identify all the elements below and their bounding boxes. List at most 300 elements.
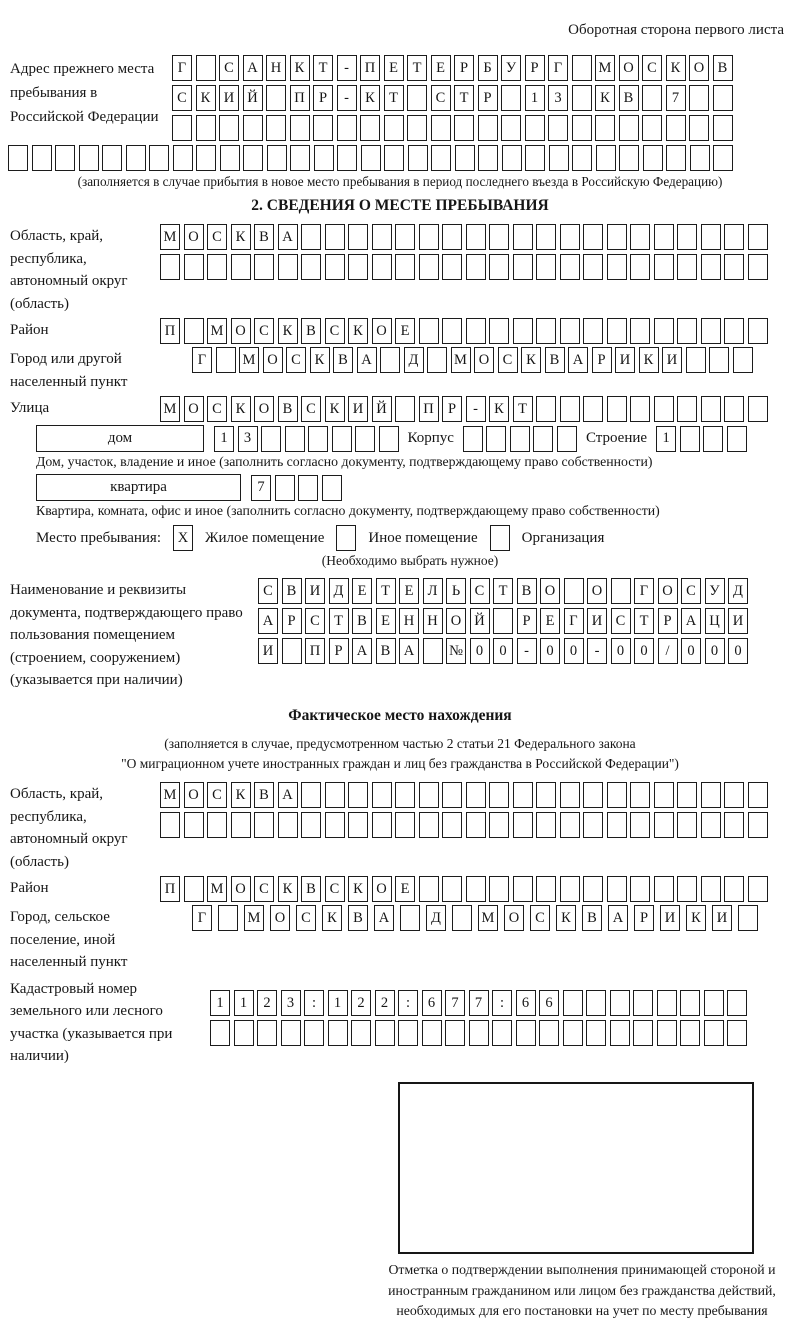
char-cell[interactable] bbox=[525, 115, 545, 141]
char-cell[interactable] bbox=[372, 782, 392, 808]
char-cell[interactable] bbox=[709, 347, 729, 373]
char-cell[interactable] bbox=[442, 876, 462, 902]
char-cell[interactable] bbox=[583, 782, 603, 808]
char-cell[interactable] bbox=[285, 426, 305, 452]
char-cell[interactable] bbox=[677, 812, 697, 838]
char-cell[interactable]: 1 bbox=[234, 990, 254, 1016]
char-cell[interactable]: С bbox=[296, 905, 316, 931]
char-cell[interactable] bbox=[560, 224, 580, 250]
char-cell[interactable] bbox=[278, 812, 298, 838]
char-cell[interactable] bbox=[630, 224, 650, 250]
char-cell[interactable]: Т bbox=[493, 578, 513, 604]
char-cell[interactable] bbox=[489, 254, 509, 280]
char-cell[interactable]: Т bbox=[634, 608, 654, 634]
char-cell[interactable]: А bbox=[357, 347, 377, 373]
char-cell[interactable] bbox=[419, 224, 439, 250]
char-cell[interactable]: 1 bbox=[656, 426, 676, 452]
char-cell[interactable] bbox=[701, 318, 721, 344]
char-cell[interactable] bbox=[724, 224, 744, 250]
char-cell[interactable] bbox=[563, 1020, 583, 1046]
char-cell[interactable] bbox=[513, 812, 533, 838]
char-cell[interactable]: Й bbox=[243, 85, 263, 111]
char-cell[interactable] bbox=[680, 426, 700, 452]
char-cell[interactable]: 2 bbox=[351, 990, 371, 1016]
char-cell[interactable] bbox=[713, 115, 733, 141]
char-cell[interactable]: О bbox=[658, 578, 678, 604]
char-cell[interactable] bbox=[619, 145, 639, 171]
char-cell[interactable]: 0 bbox=[728, 638, 748, 664]
char-cell[interactable]: И bbox=[712, 905, 732, 931]
char-cell[interactable]: М bbox=[160, 782, 180, 808]
char-cell[interactable]: 7 bbox=[666, 85, 686, 111]
char-cell[interactable]: X bbox=[173, 525, 193, 551]
char-cell[interactable] bbox=[196, 55, 216, 81]
char-cell[interactable] bbox=[348, 254, 368, 280]
char-cell[interactable]: Г bbox=[192, 905, 212, 931]
char-cell[interactable]: : bbox=[398, 990, 418, 1016]
char-cell[interactable]: А bbox=[278, 224, 298, 250]
char-cell[interactable] bbox=[607, 254, 627, 280]
char-cell[interactable]: 3 bbox=[238, 426, 258, 452]
char-cell[interactable] bbox=[322, 475, 342, 501]
char-cell[interactable] bbox=[442, 782, 462, 808]
char-cell[interactable]: К bbox=[348, 318, 368, 344]
char-cell[interactable] bbox=[595, 115, 615, 141]
char-cell[interactable] bbox=[536, 224, 556, 250]
char-cell[interactable] bbox=[738, 905, 758, 931]
char-cell[interactable] bbox=[611, 578, 631, 604]
char-cell[interactable] bbox=[254, 254, 274, 280]
char-cell[interactable] bbox=[210, 1020, 230, 1046]
char-cell[interactable] bbox=[290, 145, 310, 171]
char-cell[interactable]: А bbox=[399, 638, 419, 664]
char-cell[interactable]: П bbox=[419, 396, 439, 422]
char-cell[interactable] bbox=[325, 254, 345, 280]
char-cell[interactable] bbox=[689, 115, 709, 141]
char-cell[interactable] bbox=[419, 254, 439, 280]
char-cell[interactable]: Р bbox=[658, 608, 678, 634]
char-cell[interactable] bbox=[469, 1020, 489, 1046]
char-cell[interactable]: Н bbox=[399, 608, 419, 634]
char-cell[interactable] bbox=[360, 115, 380, 141]
char-cell[interactable] bbox=[536, 812, 556, 838]
char-cell[interactable] bbox=[395, 254, 415, 280]
char-cell[interactable] bbox=[384, 145, 404, 171]
char-cell[interactable] bbox=[560, 782, 580, 808]
char-cell[interactable]: 1 bbox=[525, 85, 545, 111]
char-cell[interactable] bbox=[633, 1020, 653, 1046]
char-cell[interactable] bbox=[216, 347, 236, 373]
char-cell[interactable]: И bbox=[728, 608, 748, 634]
char-cell[interactable] bbox=[666, 145, 686, 171]
char-cell[interactable]: Р bbox=[478, 85, 498, 111]
char-cell[interactable]: Р bbox=[329, 638, 349, 664]
char-cell[interactable]: А bbox=[681, 608, 701, 634]
char-cell[interactable] bbox=[610, 1020, 630, 1046]
char-cell[interactable] bbox=[701, 254, 721, 280]
char-cell[interactable]: 0 bbox=[540, 638, 560, 664]
char-cell[interactable]: Н bbox=[266, 55, 286, 81]
char-cell[interactable]: П bbox=[305, 638, 325, 664]
char-cell[interactable]: Г bbox=[634, 578, 654, 604]
char-cell[interactable] bbox=[442, 254, 462, 280]
char-cell[interactable]: 0 bbox=[564, 638, 584, 664]
char-cell[interactable] bbox=[630, 782, 650, 808]
char-cell[interactable]: Е bbox=[540, 608, 560, 634]
char-cell[interactable] bbox=[564, 578, 584, 604]
char-cell[interactable]: В bbox=[619, 85, 639, 111]
char-cell[interactable]: А bbox=[568, 347, 588, 373]
char-cell[interactable]: О bbox=[372, 876, 392, 902]
char-cell[interactable]: Р bbox=[282, 608, 302, 634]
char-cell[interactable]: В bbox=[301, 318, 321, 344]
char-cell[interactable] bbox=[419, 876, 439, 902]
char-cell[interactable] bbox=[654, 254, 674, 280]
char-cell[interactable] bbox=[733, 347, 753, 373]
char-cell[interactable]: 3 bbox=[281, 990, 301, 1016]
char-cell[interactable] bbox=[654, 396, 674, 422]
char-cell[interactable] bbox=[328, 1020, 348, 1046]
char-cell[interactable] bbox=[704, 1020, 724, 1046]
char-cell[interactable] bbox=[379, 426, 399, 452]
char-cell[interactable] bbox=[149, 145, 169, 171]
char-cell[interactable]: 0 bbox=[493, 638, 513, 664]
char-cell[interactable]: К bbox=[231, 782, 251, 808]
char-cell[interactable] bbox=[586, 1020, 606, 1046]
char-cell[interactable] bbox=[380, 347, 400, 373]
char-cell[interactable]: П bbox=[160, 876, 180, 902]
char-cell[interactable] bbox=[337, 145, 357, 171]
char-cell[interactable] bbox=[301, 812, 321, 838]
char-cell[interactable]: 1 bbox=[214, 426, 234, 452]
char-cell[interactable]: М bbox=[478, 905, 498, 931]
char-cell[interactable]: 6 bbox=[516, 990, 536, 1016]
char-cell[interactable] bbox=[536, 876, 556, 902]
char-cell[interactable] bbox=[384, 115, 404, 141]
char-cell[interactable] bbox=[454, 115, 474, 141]
char-cell[interactable] bbox=[513, 254, 533, 280]
char-cell[interactable]: С bbox=[301, 396, 321, 422]
char-cell[interactable] bbox=[525, 145, 545, 171]
char-cell[interactable]: С bbox=[470, 578, 490, 604]
char-cell[interactable] bbox=[184, 318, 204, 344]
char-cell[interactable] bbox=[452, 905, 472, 931]
char-cell[interactable] bbox=[489, 224, 509, 250]
char-cell[interactable]: В bbox=[301, 876, 321, 902]
char-cell[interactable] bbox=[748, 876, 768, 902]
char-cell[interactable]: / bbox=[658, 638, 678, 664]
char-cell[interactable] bbox=[536, 782, 556, 808]
char-cell[interactable] bbox=[619, 115, 639, 141]
char-cell[interactable] bbox=[493, 608, 513, 634]
char-cell[interactable]: 0 bbox=[705, 638, 725, 664]
char-cell[interactable]: - bbox=[517, 638, 537, 664]
char-cell[interactable]: К bbox=[290, 55, 310, 81]
char-cell[interactable] bbox=[478, 115, 498, 141]
char-cell[interactable]: 6 bbox=[422, 990, 442, 1016]
char-cell[interactable] bbox=[583, 396, 603, 422]
char-cell[interactable]: : bbox=[492, 990, 512, 1016]
char-cell[interactable] bbox=[686, 347, 706, 373]
char-cell[interactable]: В bbox=[254, 782, 274, 808]
char-cell[interactable]: В bbox=[333, 347, 353, 373]
char-cell[interactable] bbox=[677, 254, 697, 280]
char-cell[interactable] bbox=[8, 145, 28, 171]
char-cell[interactable] bbox=[348, 224, 368, 250]
char-cell[interactable] bbox=[184, 254, 204, 280]
char-cell[interactable]: Р bbox=[517, 608, 537, 634]
char-cell[interactable]: Г bbox=[192, 347, 212, 373]
char-cell[interactable]: С bbox=[681, 578, 701, 604]
char-cell[interactable] bbox=[748, 318, 768, 344]
char-cell[interactable]: Б bbox=[478, 55, 498, 81]
char-cell[interactable] bbox=[337, 115, 357, 141]
char-cell[interactable]: И bbox=[587, 608, 607, 634]
char-cell[interactable] bbox=[466, 876, 486, 902]
char-cell[interactable] bbox=[536, 396, 556, 422]
char-cell[interactable] bbox=[607, 224, 627, 250]
char-cell[interactable] bbox=[513, 224, 533, 250]
char-cell[interactable]: 1 bbox=[210, 990, 230, 1016]
char-cell[interactable] bbox=[539, 1020, 559, 1046]
char-cell[interactable]: О bbox=[619, 55, 639, 81]
char-cell[interactable] bbox=[336, 525, 356, 551]
char-cell[interactable] bbox=[243, 115, 263, 141]
char-cell[interactable] bbox=[727, 426, 747, 452]
char-cell[interactable] bbox=[666, 115, 686, 141]
char-cell[interactable] bbox=[689, 85, 709, 111]
char-cell[interactable]: О bbox=[474, 347, 494, 373]
char-cell[interactable] bbox=[102, 145, 122, 171]
char-cell[interactable]: 7 bbox=[469, 990, 489, 1016]
char-cell[interactable]: О bbox=[446, 608, 466, 634]
char-cell[interactable] bbox=[724, 318, 744, 344]
char-cell[interactable]: Л bbox=[423, 578, 443, 604]
char-cell[interactable] bbox=[583, 224, 603, 250]
char-cell[interactable]: Д bbox=[426, 905, 446, 931]
char-cell[interactable]: К bbox=[196, 85, 216, 111]
char-cell[interactable] bbox=[536, 318, 556, 344]
char-cell[interactable]: У bbox=[705, 578, 725, 604]
char-cell[interactable]: М bbox=[160, 224, 180, 250]
char-cell[interactable]: 7 bbox=[445, 990, 465, 1016]
char-cell[interactable]: К bbox=[278, 318, 298, 344]
char-cell[interactable]: Т bbox=[407, 55, 427, 81]
char-cell[interactable]: И bbox=[258, 638, 278, 664]
char-cell[interactable] bbox=[184, 876, 204, 902]
char-cell[interactable] bbox=[633, 990, 653, 1016]
char-cell[interactable] bbox=[501, 115, 521, 141]
char-cell[interactable] bbox=[196, 115, 216, 141]
char-cell[interactable]: Т bbox=[313, 55, 333, 81]
char-cell[interactable] bbox=[395, 396, 415, 422]
char-cell[interactable]: О bbox=[587, 578, 607, 604]
char-cell[interactable] bbox=[680, 990, 700, 1016]
char-cell[interactable] bbox=[502, 145, 522, 171]
char-cell[interactable] bbox=[654, 318, 674, 344]
char-cell[interactable] bbox=[375, 1020, 395, 1046]
char-cell[interactable] bbox=[677, 396, 697, 422]
char-cell[interactable] bbox=[724, 396, 744, 422]
char-cell[interactable]: Е bbox=[384, 55, 404, 81]
char-cell[interactable]: О bbox=[231, 318, 251, 344]
char-cell[interactable] bbox=[301, 254, 321, 280]
char-cell[interactable]: 6 bbox=[539, 990, 559, 1016]
char-cell[interactable] bbox=[560, 876, 580, 902]
char-cell[interactable]: О bbox=[504, 905, 524, 931]
char-cell[interactable] bbox=[301, 224, 321, 250]
char-cell[interactable]: М bbox=[239, 347, 259, 373]
char-cell[interactable] bbox=[372, 254, 392, 280]
char-cell[interactable] bbox=[234, 1020, 254, 1046]
char-cell[interactable] bbox=[516, 1020, 536, 1046]
char-cell[interactable] bbox=[701, 396, 721, 422]
char-cell[interactable] bbox=[466, 254, 486, 280]
char-cell[interactable] bbox=[704, 990, 724, 1016]
char-cell[interactable]: Е bbox=[352, 578, 372, 604]
char-cell[interactable] bbox=[455, 145, 475, 171]
char-cell[interactable]: С bbox=[258, 578, 278, 604]
char-cell[interactable] bbox=[654, 224, 674, 250]
char-cell[interactable] bbox=[184, 812, 204, 838]
char-cell[interactable]: И bbox=[219, 85, 239, 111]
char-cell[interactable]: С bbox=[305, 608, 325, 634]
char-cell[interactable] bbox=[607, 876, 627, 902]
char-cell[interactable]: М bbox=[207, 876, 227, 902]
char-cell[interactable] bbox=[298, 475, 318, 501]
char-cell[interactable]: - bbox=[337, 85, 357, 111]
char-cell[interactable] bbox=[207, 254, 227, 280]
char-cell[interactable]: С bbox=[530, 905, 550, 931]
char-cell[interactable] bbox=[332, 426, 352, 452]
char-cell[interactable] bbox=[243, 145, 263, 171]
char-cell[interactable] bbox=[478, 145, 498, 171]
char-cell[interactable]: М bbox=[244, 905, 264, 931]
char-cell[interactable] bbox=[510, 426, 530, 452]
char-cell[interactable]: О bbox=[372, 318, 392, 344]
char-cell[interactable] bbox=[490, 525, 510, 551]
char-cell[interactable] bbox=[572, 55, 592, 81]
char-cell[interactable] bbox=[630, 812, 650, 838]
char-cell[interactable]: Р bbox=[525, 55, 545, 81]
char-cell[interactable]: С bbox=[431, 85, 451, 111]
char-cell[interactable] bbox=[549, 145, 569, 171]
char-cell[interactable]: К bbox=[686, 905, 706, 931]
char-cell[interactable]: У bbox=[501, 55, 521, 81]
char-cell[interactable] bbox=[466, 318, 486, 344]
char-cell[interactable] bbox=[583, 876, 603, 902]
char-cell[interactable] bbox=[680, 1020, 700, 1046]
char-cell[interactable]: И bbox=[662, 347, 682, 373]
char-cell[interactable]: О bbox=[689, 55, 709, 81]
char-cell[interactable] bbox=[677, 782, 697, 808]
char-cell[interactable]: Е bbox=[399, 578, 419, 604]
char-cell[interactable] bbox=[160, 254, 180, 280]
char-cell[interactable] bbox=[442, 812, 462, 838]
char-cell[interactable] bbox=[560, 396, 580, 422]
char-cell[interactable] bbox=[654, 812, 674, 838]
char-cell[interactable] bbox=[275, 475, 295, 501]
char-cell[interactable]: 0 bbox=[681, 638, 701, 664]
char-cell[interactable] bbox=[419, 812, 439, 838]
char-cell[interactable] bbox=[431, 115, 451, 141]
char-cell[interactable]: В bbox=[517, 578, 537, 604]
char-cell[interactable]: С bbox=[498, 347, 518, 373]
char-cell[interactable]: - bbox=[466, 396, 486, 422]
char-cell[interactable] bbox=[173, 145, 193, 171]
char-cell[interactable] bbox=[489, 876, 509, 902]
char-cell[interactable]: Т bbox=[454, 85, 474, 111]
char-cell[interactable] bbox=[572, 145, 592, 171]
char-cell[interactable]: К bbox=[489, 396, 509, 422]
char-cell[interactable] bbox=[325, 782, 345, 808]
char-cell[interactable] bbox=[489, 782, 509, 808]
char-cell[interactable] bbox=[400, 905, 420, 931]
char-cell[interactable]: Г bbox=[172, 55, 192, 81]
char-cell[interactable] bbox=[395, 224, 415, 250]
char-cell[interactable]: М bbox=[160, 396, 180, 422]
char-cell[interactable]: В bbox=[278, 396, 298, 422]
char-cell[interactable] bbox=[445, 1020, 465, 1046]
char-cell[interactable] bbox=[572, 115, 592, 141]
char-cell[interactable] bbox=[266, 115, 286, 141]
char-cell[interactable]: 0 bbox=[634, 638, 654, 664]
char-cell[interactable] bbox=[79, 145, 99, 171]
char-cell[interactable] bbox=[701, 876, 721, 902]
char-cell[interactable] bbox=[486, 426, 506, 452]
char-cell[interactable] bbox=[325, 812, 345, 838]
char-cell[interactable]: К bbox=[556, 905, 576, 931]
char-cell[interactable]: К bbox=[278, 876, 298, 902]
char-cell[interactable]: М bbox=[595, 55, 615, 81]
char-cell[interactable] bbox=[748, 224, 768, 250]
char-cell[interactable] bbox=[643, 145, 663, 171]
char-cell[interactable]: Т bbox=[384, 85, 404, 111]
char-cell[interactable]: Р bbox=[442, 396, 462, 422]
char-cell[interactable] bbox=[257, 1020, 277, 1046]
char-cell[interactable] bbox=[55, 145, 75, 171]
char-cell[interactable] bbox=[703, 426, 723, 452]
char-cell[interactable] bbox=[408, 145, 428, 171]
char-cell[interactable] bbox=[126, 145, 146, 171]
char-cell[interactable] bbox=[513, 318, 533, 344]
char-cell[interactable]: 2 bbox=[375, 990, 395, 1016]
char-cell[interactable]: М bbox=[451, 347, 471, 373]
char-cell[interactable] bbox=[724, 876, 744, 902]
char-cell[interactable]: С bbox=[286, 347, 306, 373]
char-cell[interactable] bbox=[419, 318, 439, 344]
char-cell[interactable]: Е bbox=[395, 318, 415, 344]
char-cell[interactable]: В bbox=[545, 347, 565, 373]
char-cell[interactable] bbox=[361, 145, 381, 171]
char-cell[interactable]: 0 bbox=[611, 638, 631, 664]
char-cell[interactable] bbox=[630, 396, 650, 422]
char-cell[interactable] bbox=[690, 145, 710, 171]
char-cell[interactable] bbox=[395, 782, 415, 808]
char-cell[interactable]: Е bbox=[431, 55, 451, 81]
char-cell[interactable]: К bbox=[231, 396, 251, 422]
char-cell[interactable]: К bbox=[521, 347, 541, 373]
char-cell[interactable]: В bbox=[713, 55, 733, 81]
char-cell[interactable]: А bbox=[258, 608, 278, 634]
char-cell[interactable]: Р bbox=[592, 347, 612, 373]
char-cell[interactable] bbox=[431, 145, 451, 171]
char-cell[interactable] bbox=[301, 782, 321, 808]
char-cell[interactable] bbox=[314, 145, 334, 171]
char-cell[interactable] bbox=[513, 782, 533, 808]
char-cell[interactable] bbox=[398, 1020, 418, 1046]
char-cell[interactable]: С bbox=[325, 876, 345, 902]
